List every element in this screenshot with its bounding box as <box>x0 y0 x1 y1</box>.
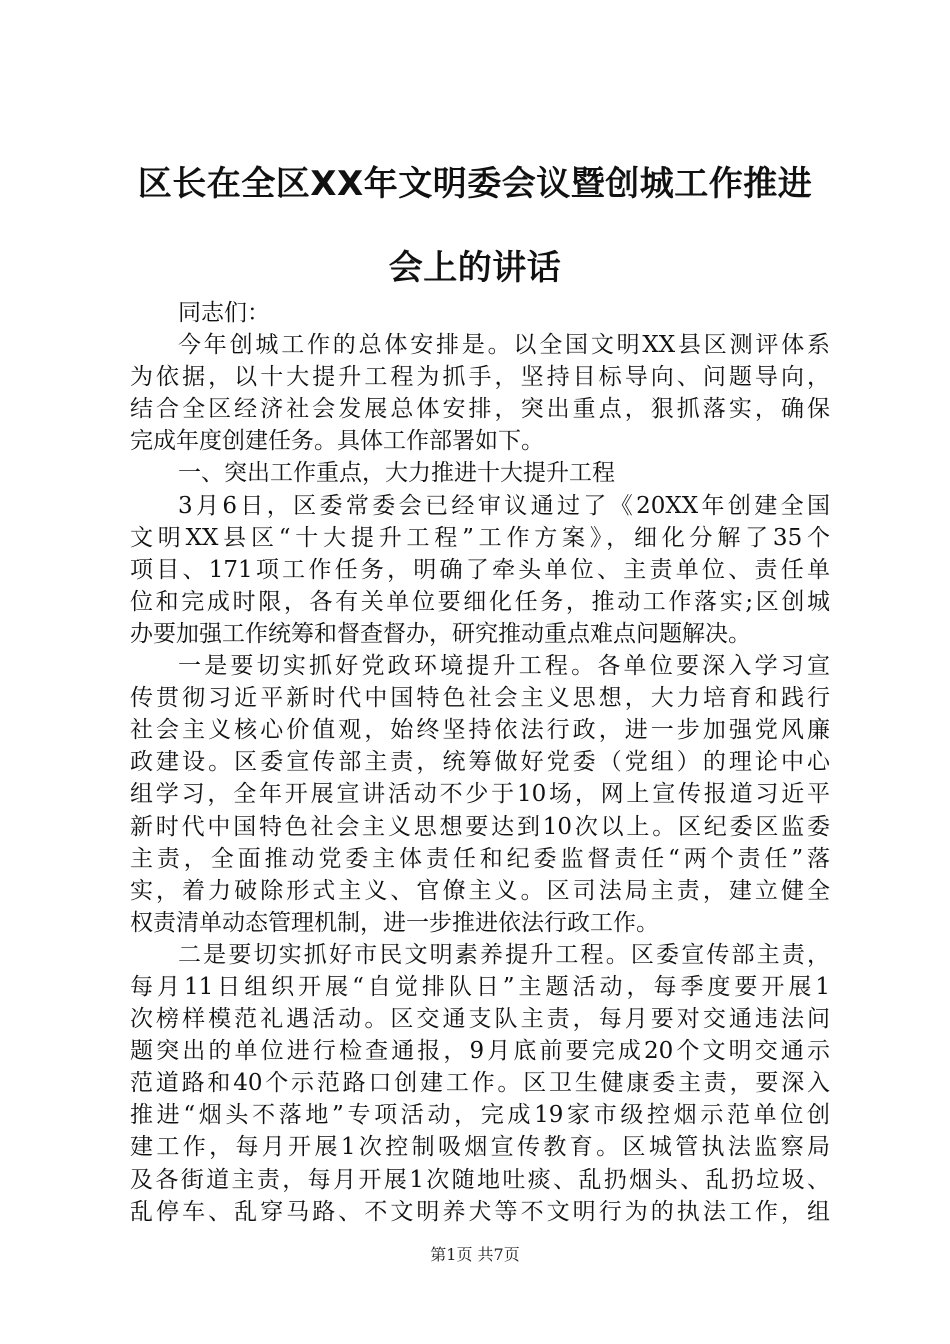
paragraph-line: 二是要切实抓好市民文明素养提升工程。区委宣传部主责， <box>178 941 830 968</box>
document-title-line-1: 区长在全区XX年文明委会议暨创城工作推进 <box>137 164 813 204</box>
paragraph-line: 建工作，每月开展1次控制吸烟宣传教育。区城管执法监察局 <box>130 1134 830 1161</box>
paragraph-line: 办要加强工作统筹和督查督办，研究推动重点难点问题解决。 <box>130 620 751 647</box>
paragraph-line: 位和完成时限，各有关单位要细化任务，推动工作落实;区创城 <box>130 588 830 615</box>
paragraph-line: 新时代中国特色社会主义思想要达到10次以上。区纪委区监委 <box>130 813 830 840</box>
paragraph-line: 政建设。区委宣传部主责，统筹做好党委（党组）的理论中心 <box>130 749 830 776</box>
paragraph-line: 次榜样模范礼遇活动。区交通支队主责，每月要对交通违法问 <box>130 1006 830 1033</box>
salutation: 同志们： <box>178 300 270 326</box>
paragraph-line: 每月11日组织开展“自觉排队日”主题活动，每季度要开展1 <box>130 973 830 1000</box>
paragraph-line: 为依据，以十大提升工程为抓手，坚持目标导向、问题导向， <box>130 364 830 391</box>
paragraph-line: 项目、171项工作任务，明确了牵头单位、主责单位、责任单 <box>130 556 830 583</box>
paragraph-line: 3月6日，区委常委会已经审议通过了《20XX年创建全国 <box>178 492 830 519</box>
page-number: 第1页 共7页 <box>430 1245 520 1264</box>
paragraph-line: 社会主义核心价值观，始终坚持依法行政，进一步加强党风廉 <box>130 717 830 744</box>
paragraph-line: 题突出的单位进行检查通报，9月底前要完成20个文明交通示 <box>130 1038 830 1065</box>
section-heading: 一、突出工作重点，大力推进十大提升工程 <box>178 460 615 487</box>
paragraph-line: 乱停车、乱穿马路、不文明养犬等不文明行为的执法工作，组 <box>130 1198 830 1225</box>
paragraph-line: 传贯彻习近平新时代中国特色社会主义思想，大力培育和践行 <box>130 685 830 712</box>
paragraph-line: 范道路和40个示范路口创建工作。区卫生健康委主责，要深入 <box>130 1070 830 1097</box>
paragraph-line: 结合全区经济社会发展总体安排，突出重点，狠抓落实，确保 <box>130 396 830 423</box>
paragraph-line: 推进“烟头不落地”专项活动，完成19家市级控烟示范单位创 <box>130 1102 830 1129</box>
paragraph-line: 及各街道主责，每月开展1次随地吐痰、乱扔烟头、乱扔垃圾、 <box>130 1166 830 1193</box>
paragraph-line: 文明XX县区“十大提升工程”工作方案》，细化分解了35个 <box>130 524 830 551</box>
document-title-line-2: 会上的讲话 <box>388 248 562 288</box>
paragraph-line: 实，着力破除形式主义、官僚主义。区司法局主责，建立健全 <box>130 877 830 904</box>
paragraph-line: 主责，全面推动党委主体责任和纪委监督责任“两个责任”落 <box>130 845 830 872</box>
document-body <box>130 297 830 1228</box>
paragraph-line: 完成年度创建任务。具体工作部署如下。 <box>130 428 544 455</box>
paragraph-line: 组学习，全年开展宣讲活动不少于10场，网上宣传报道习近平 <box>130 781 830 808</box>
paragraph-line: 今年创城工作的总体安排是。以全国文明XX县区测评体系 <box>178 332 830 359</box>
paragraph-line: 一是要切实抓好党政环境提升工程。各单位要深入学习宣 <box>178 653 830 680</box>
paragraph-line: 权责清单动态管理机制，进一步推进依法行政工作。 <box>130 909 659 936</box>
